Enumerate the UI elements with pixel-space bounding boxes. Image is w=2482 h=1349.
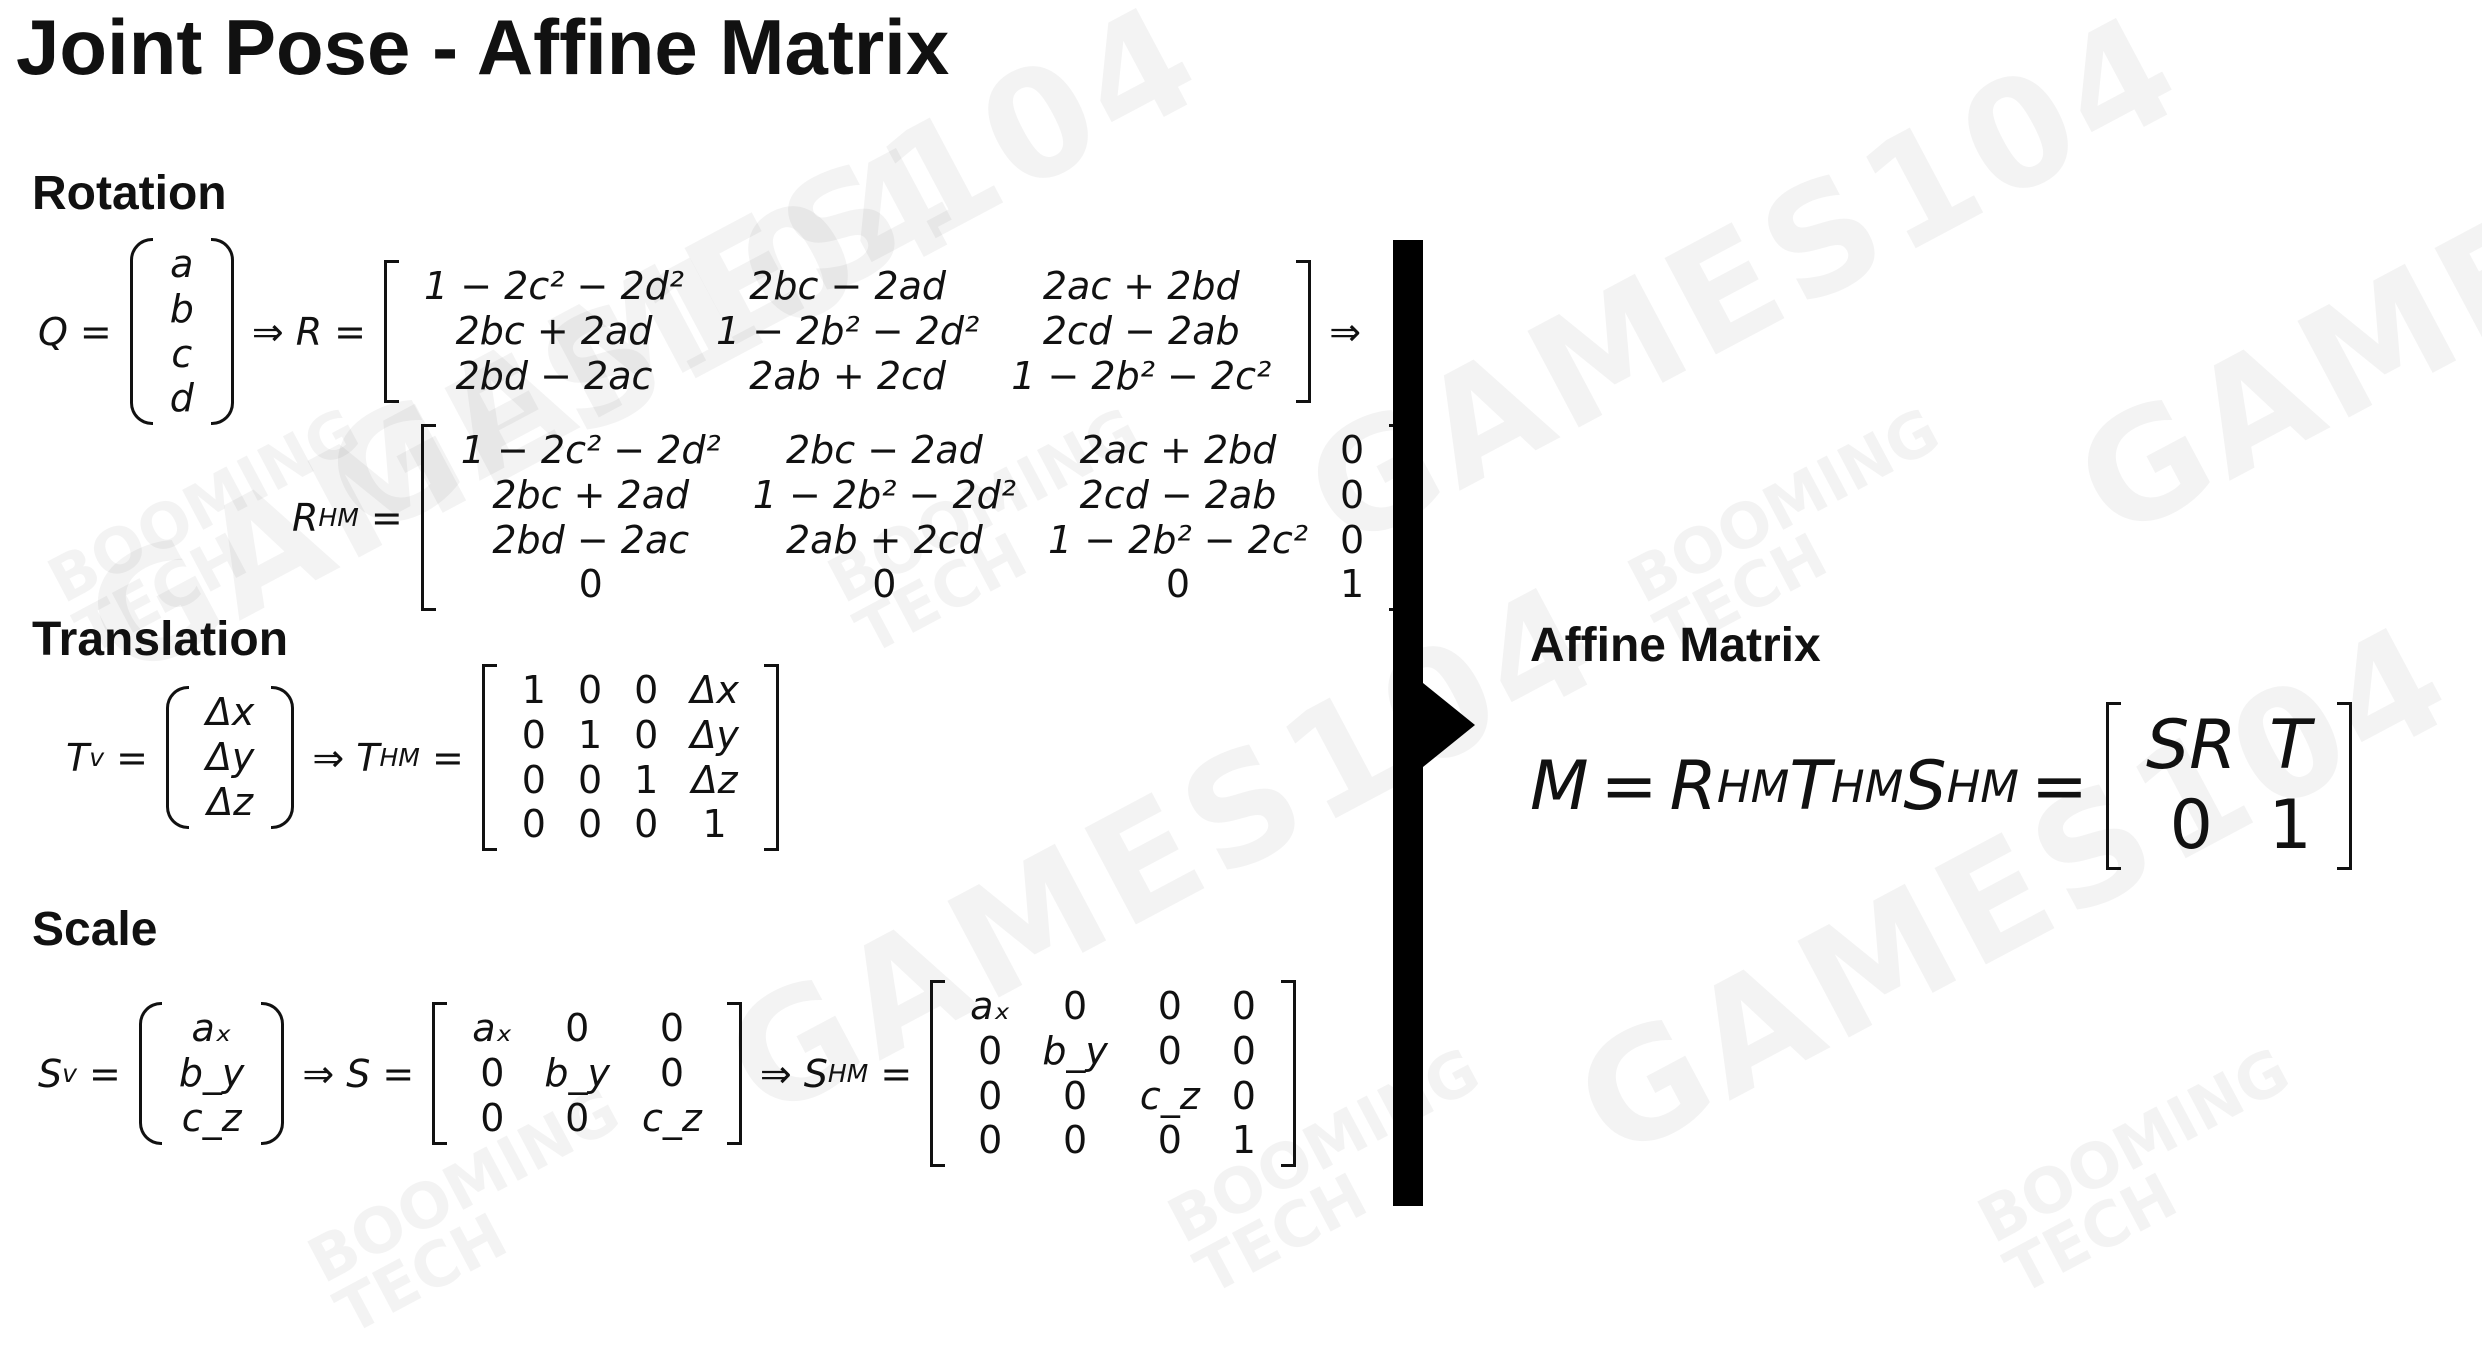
matrix-cell: 0: [521, 802, 546, 847]
rhm-subscript: HM: [318, 503, 359, 533]
implies-arrow: ⇒: [312, 735, 345, 780]
q-vector: [130, 238, 234, 425]
thm-matrix: [482, 664, 779, 851]
s-term-subscript: HM: [1946, 759, 2020, 813]
section-affine-heading: Affine Matrix: [1530, 619, 1821, 672]
matrix-cell: 1 − 2b² − 2d²: [752, 472, 1017, 517]
section-translation-heading: Translation: [32, 613, 289, 666]
rhm-formula: [292, 424, 1410, 611]
tv-subscript: v: [89, 743, 105, 773]
matrix-cell: 0: [1340, 517, 1365, 562]
matrix-cell: 1 − 2c² − 2d²: [423, 264, 684, 309]
matrix-cell: 0: [1165, 562, 1191, 607]
matrix-cell: 1: [1231, 1118, 1256, 1163]
matrix-cell: 2bd − 2ac: [492, 517, 690, 562]
matrix-cell: 1 − 2b² − 2d²: [716, 309, 980, 354]
matrix-cell: 2cd − 2ab: [1079, 472, 1277, 517]
q-label: Q: [38, 309, 68, 354]
s-matrix: [432, 1002, 742, 1144]
shm-subscript: HM: [827, 1059, 869, 1089]
matrix-cell: 0: [1063, 1118, 1088, 1163]
matrix-cell: a: [170, 242, 194, 286]
t-term-subscript: HM: [1830, 759, 1904, 813]
sv-subscript: v: [62, 1059, 77, 1089]
tv-label: T: [66, 735, 90, 780]
matrix-cell: 2bd − 2ac: [455, 354, 653, 399]
matrix-cell: 0: [1157, 1118, 1182, 1163]
implies-arrow: ⇒: [1329, 309, 1362, 354]
matrix-cell: b_y: [1042, 1028, 1108, 1073]
implies-arrow: ⇒: [302, 1051, 335, 1096]
matrix-cell: 0: [480, 1051, 505, 1096]
matrix-cell: 2bc + 2ad: [455, 309, 653, 354]
matrix-cell: 1 − 2b² − 2c²: [1048, 517, 1309, 562]
matrix-cell: 0: [978, 1073, 1003, 1118]
thm-label: T: [356, 735, 380, 780]
matrix-cell: 1: [2268, 786, 2312, 866]
affine-block-matrix: [2106, 702, 2352, 870]
equals-sign: =: [116, 735, 148, 780]
matrix-cell: c_z: [1139, 1073, 1200, 1118]
matrix-cell: 0: [634, 668, 659, 712]
watermark-games104: [1550, 589, 2479, 1193]
r-matrix: [384, 260, 1311, 402]
matrix-cell: 1: [1340, 562, 1365, 607]
matrix-cell: 2cd − 2ab: [1042, 309, 1240, 354]
equals-sign: =: [334, 309, 366, 354]
matrix-cell: 2bc + 2ad: [492, 472, 690, 517]
matrix-cell: c_z: [642, 1096, 702, 1141]
page-title: Joint Pose - Affine Matrix: [16, 3, 950, 91]
s-label: S: [346, 1051, 371, 1096]
matrix-cell: 0: [978, 1118, 1003, 1163]
matrix-cell: 0: [1340, 472, 1365, 517]
matrix-cell: 0: [2169, 786, 2213, 866]
watermark-booming-tech: [1970, 1040, 2325, 1302]
section-rotation-heading: Rotation: [32, 167, 227, 220]
matrix-cell: 0: [1063, 984, 1088, 1028]
equals-sign: =: [1600, 746, 1658, 826]
matrix-cell: aₓ: [970, 984, 1011, 1028]
matrix-cell: 0: [1231, 984, 1256, 1028]
matrix-cell: 0: [1231, 1073, 1256, 1118]
matrix-cell: 2ab + 2cd: [749, 354, 947, 399]
translation-formula: [66, 664, 785, 851]
matrix-cell: 0: [577, 757, 603, 802]
equals-sign: =: [431, 735, 464, 780]
matrix-cell: 1: [634, 757, 659, 802]
matrix-cell: 0: [659, 1006, 685, 1051]
m-label: M: [1530, 746, 1589, 826]
matrix-cell: aₓ: [191, 1006, 232, 1051]
matrix-cell: d: [169, 376, 194, 421]
matrix-cell: b_y: [544, 1051, 610, 1096]
matrix-cell: 0: [1157, 1028, 1182, 1073]
matrix-cell: b: [169, 286, 194, 331]
thm-subscript: HM: [379, 743, 420, 773]
sv-vector: [139, 1002, 285, 1144]
section-scale-heading: Scale: [32, 903, 158, 956]
matrix-cell: 2ac + 2bd: [1042, 264, 1240, 309]
matrix-cell: 1 − 2c² − 2d²: [460, 428, 721, 472]
shm-label: S: [803, 1051, 828, 1096]
matrix-cell: T: [2269, 706, 2311, 785]
matrix-cell: 2bc − 2ad: [749, 264, 947, 309]
matrix-cell: 0: [634, 802, 659, 847]
rotation-formula: [38, 238, 1373, 425]
t-term: T: [1789, 746, 1831, 826]
matrix-cell: 0: [1231, 1028, 1256, 1073]
matrix-cell: Δz: [691, 757, 738, 802]
matrix-cell: 1: [702, 802, 727, 847]
equals-sign: =: [880, 1051, 913, 1096]
matrix-cell: 2ab + 2cd: [786, 517, 983, 562]
matrix-cell: Δz: [207, 780, 254, 825]
matrix-cell: 1: [521, 668, 546, 712]
equals-sign: =: [382, 1051, 415, 1096]
matrix-cell: 0: [578, 562, 603, 607]
matrix-cell: Δx: [205, 690, 255, 735]
matrix-cell: Δx: [690, 668, 739, 712]
matrix-cell: 1 − 2b² − 2c²: [1011, 354, 1272, 399]
matrix-cell: 0: [659, 1051, 685, 1096]
matrix-cell: SR: [2146, 706, 2237, 785]
rhm-matrix: [421, 424, 1404, 611]
equals-sign: =: [88, 1051, 121, 1096]
implies-arrow: ⇒: [251, 309, 284, 354]
implies-arrow: ⇒: [759, 1051, 792, 1096]
scale-formula: [38, 980, 1302, 1167]
matrix-cell: b_y: [178, 1051, 245, 1096]
matrix-cell: Δy: [690, 712, 739, 757]
affine-formula: [1530, 702, 2358, 870]
matrix-cell: Δy: [205, 735, 255, 780]
matrix-cell: 0: [565, 1006, 590, 1051]
r-term-subscript: HM: [1716, 759, 1790, 813]
equals-sign: =: [370, 495, 403, 540]
matrix-cell: 0: [1063, 1073, 1088, 1118]
matrix-cell: 0: [1157, 984, 1182, 1028]
tv-vector: [166, 686, 294, 828]
equals-sign: =: [79, 309, 112, 354]
matrix-cell: 0: [1340, 428, 1365, 472]
rhm-label: R: [292, 495, 319, 540]
matrix-cell: 0: [577, 668, 603, 712]
sv-label: S: [38, 1051, 63, 1096]
right-arrow-icon: [1423, 683, 1475, 767]
matrix-cell: 0: [521, 757, 546, 802]
equals-sign: =: [2031, 746, 2089, 826]
matrix-cell: c: [171, 331, 193, 376]
matrix-cell: 0: [521, 712, 546, 757]
matrix-cell: 0: [978, 1028, 1003, 1073]
matrix-cell: 0: [872, 562, 897, 607]
matrix-cell: 0: [480, 1096, 505, 1141]
matrix-cell: aₓ: [472, 1006, 513, 1051]
r-term: R: [1669, 746, 1717, 826]
matrix-cell: 2ac + 2bd: [1079, 428, 1277, 472]
s-term: S: [1903, 746, 1947, 826]
shm-matrix: [930, 980, 1296, 1167]
matrix-cell: 0: [577, 802, 603, 847]
matrix-cell: 2bc − 2ad: [786, 428, 983, 472]
matrix-cell: 1: [577, 712, 603, 757]
r-label: R: [295, 309, 323, 354]
divider-bar: [1393, 240, 1423, 1206]
matrix-cell: 0: [634, 712, 659, 757]
matrix-cell: c_z: [181, 1096, 242, 1141]
matrix-cell: 0: [565, 1096, 590, 1141]
